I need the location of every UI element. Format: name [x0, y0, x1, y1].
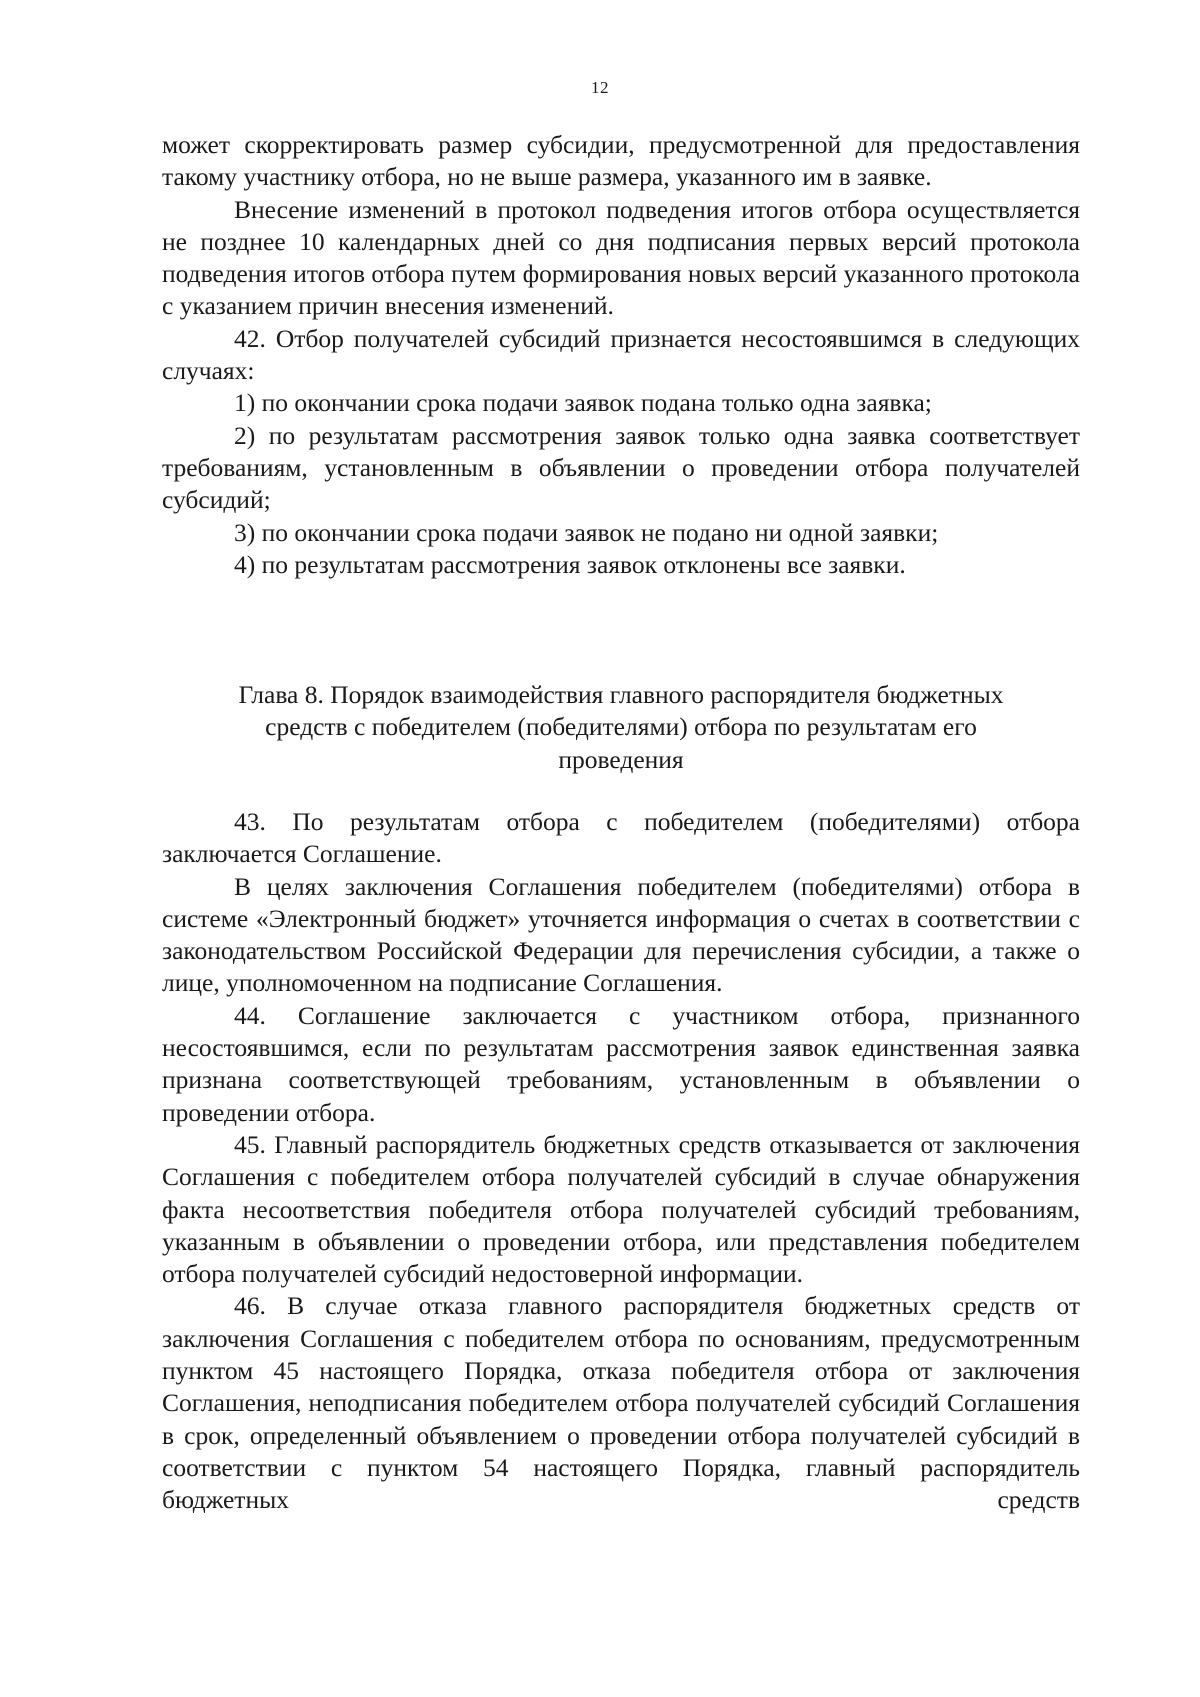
list-item-1: 1) по окончании срока подачи заявок подана только одна заявка;: [234, 388, 932, 418]
paragraph-44: 44. Соглашение заключается с участником отбора, признанного несостоявшимся, если по результатам рассмотрения заявок единственная заявка признана соответствующей требованиям, установленным в объявлении о проведении отбора.: [162, 1000, 1080, 1127]
chapter-heading: [162, 679, 1080, 776]
chapter-heading-line: проведения: [558, 744, 684, 774]
top-text-section: [162, 129, 1080, 581]
paragraph-43: 43. По результатам отбора с победителем (победителями) отбора заключается Соглашение.: [162, 807, 1080, 869]
paragraph-42: 42. Отбор получателей субсидий признается несостоявшимся в следующих случаях:: [162, 323, 1080, 386]
list-item-2: 2) по результатам рассмотрения заявок только одна заявка соответствует требованиям, установленным в объявлении о проведении отбора получателей субсидий;: [162, 420, 1080, 515]
paragraph-protocol-changes: Внесение изменений в протокол подведения итогов отбора осуществляется не позднее 10 календарных дней со дня подписания первых версий протокола подведения итогов отбора путем формирования новых версий указанного протокола с указанием причин внесения изменений.: [162, 194, 1080, 321]
page-number: 12: [591, 78, 609, 97]
chapter-heading-line: Глава 8. Порядок взаимодействия главного распорядителя бюджетных: [238, 680, 1004, 709]
paragraph-46: 46. В случае отказа главного распорядителя бюджетных средств от заключения Соглашения с победителем отбора по основаниям, предусмотренным пунктом 45 настоящего Порядка, отказа победителя отбора от заключения Соглашения, неподписания победителем отбора получателей субсидий Соглашения в срок, определенный объявлением о проведении отбора получателей субсидий в соответствии с пунктом 54 настоящего Порядка, главный распорядитель бюджетных средств: [162, 1291, 1080, 1515]
chapter-heading-line: средств с победителем (победителями) отбора по результатам его: [265, 712, 977, 742]
paragraph-45: 45. Главный распорядитель бюджетных средств отказывается от заключения Соглашения с победителем отбора получателей субсидий в случае обнаружения факта несоответствия победителя отбора получателей субсидий требованиям, указанным в объявлении о проведении отбора, или представления победителем отбора получателей субсидий недостоверной информации.: [162, 1129, 1080, 1289]
bottom-text-section: [162, 806, 1080, 1517]
paragraph-continuation: может скорректировать размер субсидии, предусмотренной для предоставления такому участнику отбора, но не выше размера, указанного им в заявке.: [162, 130, 1080, 192]
list-item-4: 4) по результатам рассмотрения заявок отклонены все заявки.: [234, 549, 906, 579]
list-item-3: 3) по окончании срока подачи заявок не подано ни одной заявки;: [234, 517, 939, 547]
paragraph-agreement-purpose: В целях заключения Соглашения победителем (победителями) отбора в системе «Электронный бюджет» уточняется информация о счетах в соответствии с законодательством Российской Федерации для перечисления субсидии, а также о лице, уполномоченном на подписание Соглашения.: [162, 871, 1080, 998]
